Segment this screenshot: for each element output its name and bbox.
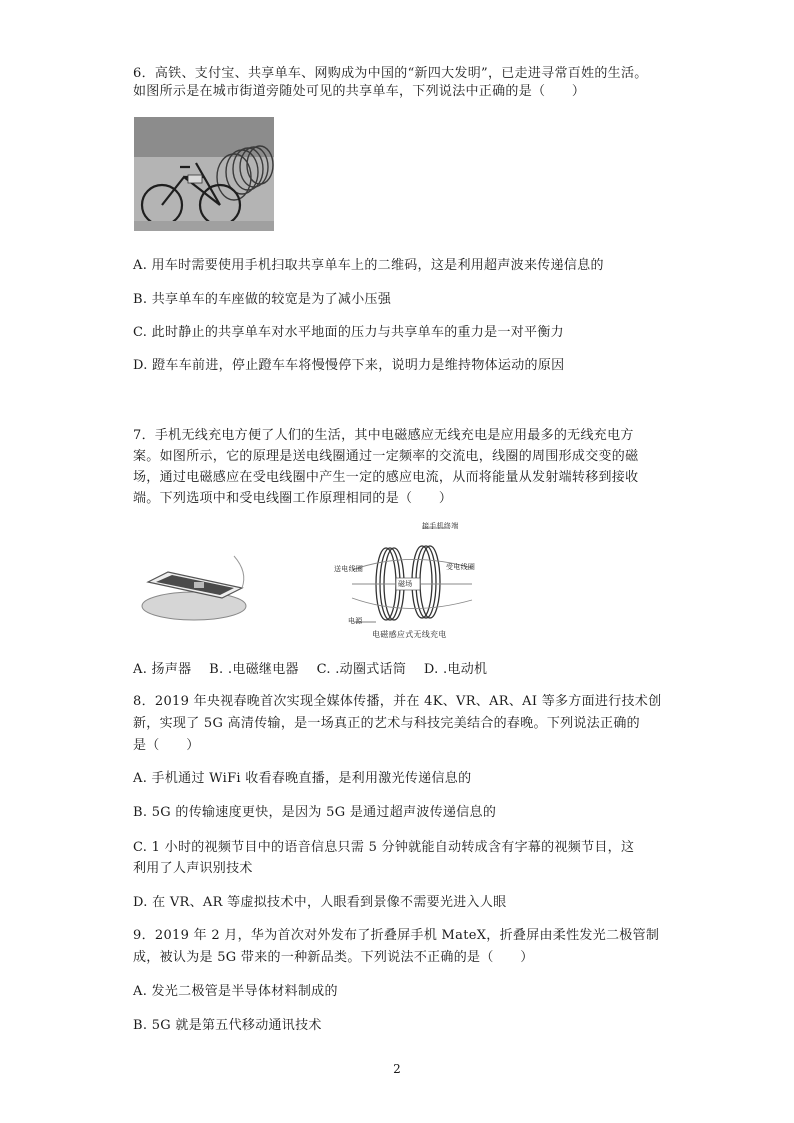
q8-stem-line-3: 是（ ） [133,738,200,753]
q8-option-c-line-1: C. 1 小时的视频节目中的语音信息只需 5 分钟就能自动转成含有字幕的视频节目，这 [133,840,635,855]
q8-option-b: B. 5G 的传输速度更快，是因为 5G 是通过超声波传递信息的 [133,805,497,820]
q8-option-c-line-2: 利用了人声识别技术 [133,861,253,876]
q7-options: A. 扬声器 B. .电磁继电器 C. .动圈式话筒 D. .电动机 [133,662,488,677]
diagram-label-recv-coil: 受电线圈 [446,563,476,571]
q6-stem-line-2: 如图所示是在城市街道旁随处可见的共享单车，下列说法中正确的是（ ） [133,84,586,99]
q8-stem-line-2: 新，实现了 5G 高清传输，是一场真正的艺术与科技完美结合的春晚。下列说法正确的 [133,716,640,731]
q7-stem-line-3: 场，通过电磁感应在受电线圈中产生一定的感应电流，从而将能量从发射端转移到接收 [133,470,639,485]
q9-stem-line-2: 成，被认为是 5G 带来的一种新品类。下列说法不正确的是（ ） [133,950,534,965]
q9-option-a: A. 发光二极管是半导体材料制成的 [133,984,338,999]
q6-option-d: D. 蹬车车前进，停止蹬车车将慢慢停下来，说明力是维持物体运动的原因 [133,358,565,373]
q7-stem-line-4: 端。下列选项中和受电线圈工作原理相同的是（ ） [133,491,453,506]
q6-option-b: B. 共享单车的车座做的较宽是为了减小压强 [133,292,392,307]
q8-option-d: D. 在 VR、AR 等虚拟技术中，人眼看到景像不需要光进入人眼 [133,895,507,910]
diagram-label-field: 磁场 [398,580,413,588]
bicycle-photo [134,117,274,231]
wireless-charger-photo [134,552,250,624]
q6-option-c: C. 此时静止的共享单车对水平地面的压力与共享单车的重力是一对平衡力 [133,325,564,340]
diagram-label-power: 电源 [348,617,363,625]
q6-option-a: A. 用车时需要使用手机扫取共享单车上的二维码，这是利用超声波来传递信息的 [133,258,604,273]
page-number: 2 [393,1062,401,1076]
q7-stem-line-2: 案。如图所示，它的原理是送电线圈通过一定频率的交流电，线圈的周围形成交变的磁 [133,449,639,464]
q8-option-a: A. 手机通过 WiFi 收看春晚直播，是利用激光传递信息的 [133,771,472,786]
q6-stem-line-1: 6．高铁、支付宝、共享单车、网购成为中国的“新四大发明”，已走进寻常百姓的生活。 [133,66,648,81]
diagram-label-terminal: 接手机终端 [422,522,459,530]
q9-option-b: B. 5G 就是第五代移动通讯技术 [133,1018,322,1033]
diagram-label-send-coil: 送电线圈 [334,565,364,573]
diagram-caption: 电磁感应式无线充电 [372,630,447,639]
q9-stem-line-1: 9．2019 年 2 月，华为首次对外发布了折叠屏手机 MateX，折叠屏由柔性发光二极管制 [133,928,660,943]
q7-stem-line-1: 7．手机无线充电方便了人们的生活，其中电磁感应无线充电是应用最多的无线充电方 [133,428,634,443]
q8-stem-line-1: 8．2019 年央视春晚首次实现全媒体传播，并在 4K、VR、AR、AI 等多方面进行技术创 [133,694,662,709]
